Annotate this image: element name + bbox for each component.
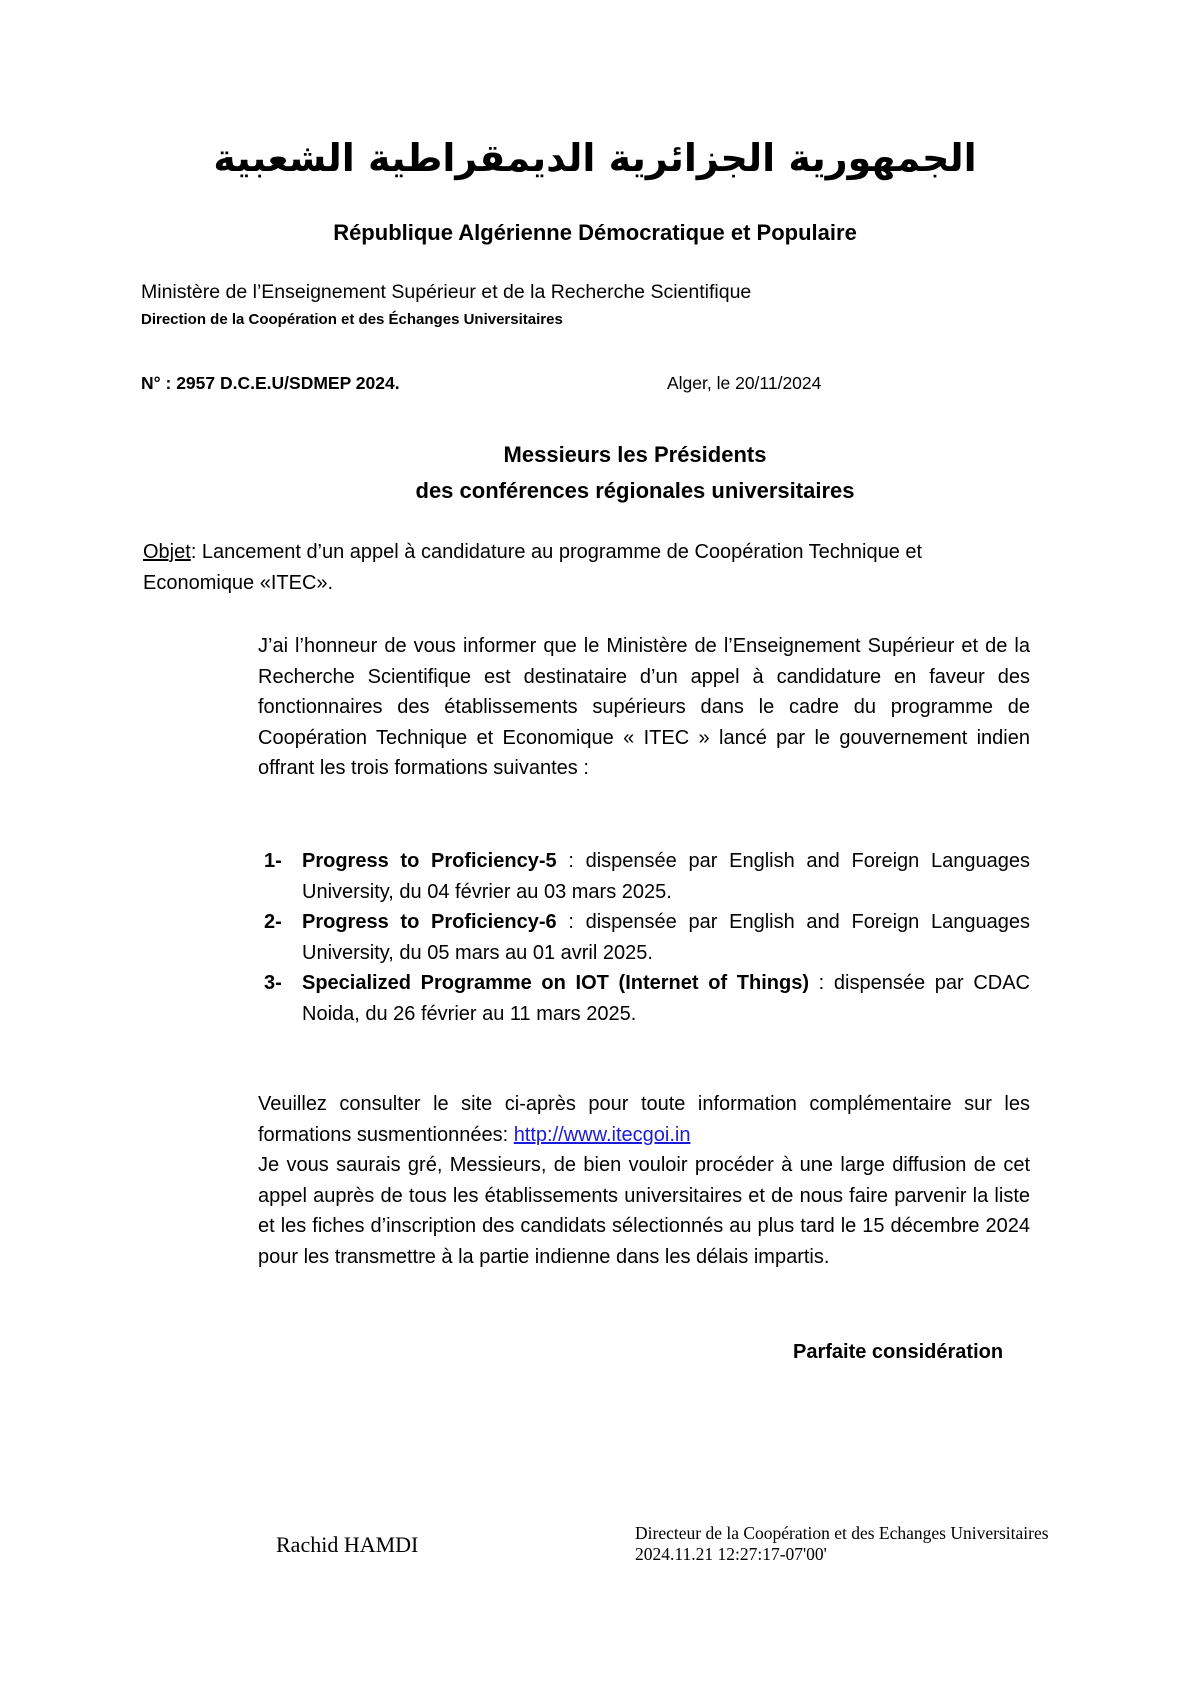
item-title: Progress to Proficiency-5	[302, 850, 557, 872]
reference-number: N° : 2957 D.C.E.U/SDMEP 2024.	[141, 373, 400, 393]
place-date: Alger, le 20/11/2024	[667, 373, 822, 393]
subject-label: Objet	[143, 541, 191, 563]
subject	[143, 537, 1035, 599]
item-title: Progress to Proficiency-6	[302, 911, 557, 933]
item-title: Specialized Programme on IOT (Internet of Things)	[302, 972, 809, 994]
formations-list	[258, 846, 1030, 1029]
arabic-republic-title: الجمهورية الجزائرية الديمقراطية الشعبية	[213, 136, 977, 180]
intro-paragraph: J’ai l’honneur de vous informer que le Ministère de l’Enseignement Supérieur et de la Recherche Scientifique est destinataire d’un appel à candidature en faveur des fonctionnaires des établissements supérieurs dans le cadre du programme de Coopération Technique et Economique « ITEC » lancé par le gouvernement indien offrant les trois formations suivantes :	[258, 635, 1030, 779]
item-detail: : dispensée par English and Foreign Languages University, du 05 mars au 01 avril 2025.	[302, 911, 1030, 964]
addressee-line-2: des conférences régionales universitaires	[415, 478, 855, 503]
signatory-name: Rachid HAMDI	[276, 1532, 419, 1557]
item-number: 2-	[264, 911, 282, 933]
addressee-line-1: Messieurs les Présidents	[503, 442, 767, 467]
signature-timestamp: 2024.11.21 12:27:17-07'00'	[635, 1544, 827, 1564]
ministry-name: Ministère de l’Enseignement Supérieur et de la Recherche Scientifique	[141, 281, 752, 303]
consult-paragraph	[258, 1089, 1030, 1272]
item-detail: : dispensée par CDAC Noida, du 26 février au 11 mars 2025.	[302, 972, 1030, 1025]
subject-text: : Lancement d’un appel à candidature au programme de Coopération Technique et Economique «ITEC».	[143, 541, 923, 594]
direction-name: Direction de la Coopération et des Échanges Universitaires	[141, 311, 563, 328]
republic-title: République Algérienne Démocratique et Populaire	[333, 220, 857, 245]
signatory-title: Directeur de la Coopération et des Echanges Universitaires	[635, 1523, 1049, 1543]
list-item	[258, 846, 1030, 907]
item-number: 1-	[264, 850, 282, 872]
itec-website-link[interactable]: http://www.itecgoi.in	[513, 1123, 691, 1146]
item-detail: : dispensée par English and Foreign Languages University, du 04 février au 03 mars 2025.	[302, 850, 1030, 903]
closing-formula: Parfaite considération	[793, 1341, 1004, 1363]
item-number: 3-	[264, 972, 282, 994]
list-item	[258, 907, 1030, 968]
list-item	[258, 968, 1030, 1029]
digital-signature-block	[635, 1523, 1049, 1565]
request-text: Je vous saurais gré, Messieurs, de bien vouloir procéder à une large diffusion de cet appel auprès de tous les établissements universitaires et de nous faire parvenir la liste et les fiches d’inscription des candidats sélectionnés au plus tard le 15 décembre 2024 pour les transmettre à la partie indienne dans les délais impartis.	[258, 1154, 1030, 1268]
consult-text: Veuillez consulter le site ci-après pour toute information complémentaire sur les formations susmentionnées:	[258, 1093, 1030, 1146]
